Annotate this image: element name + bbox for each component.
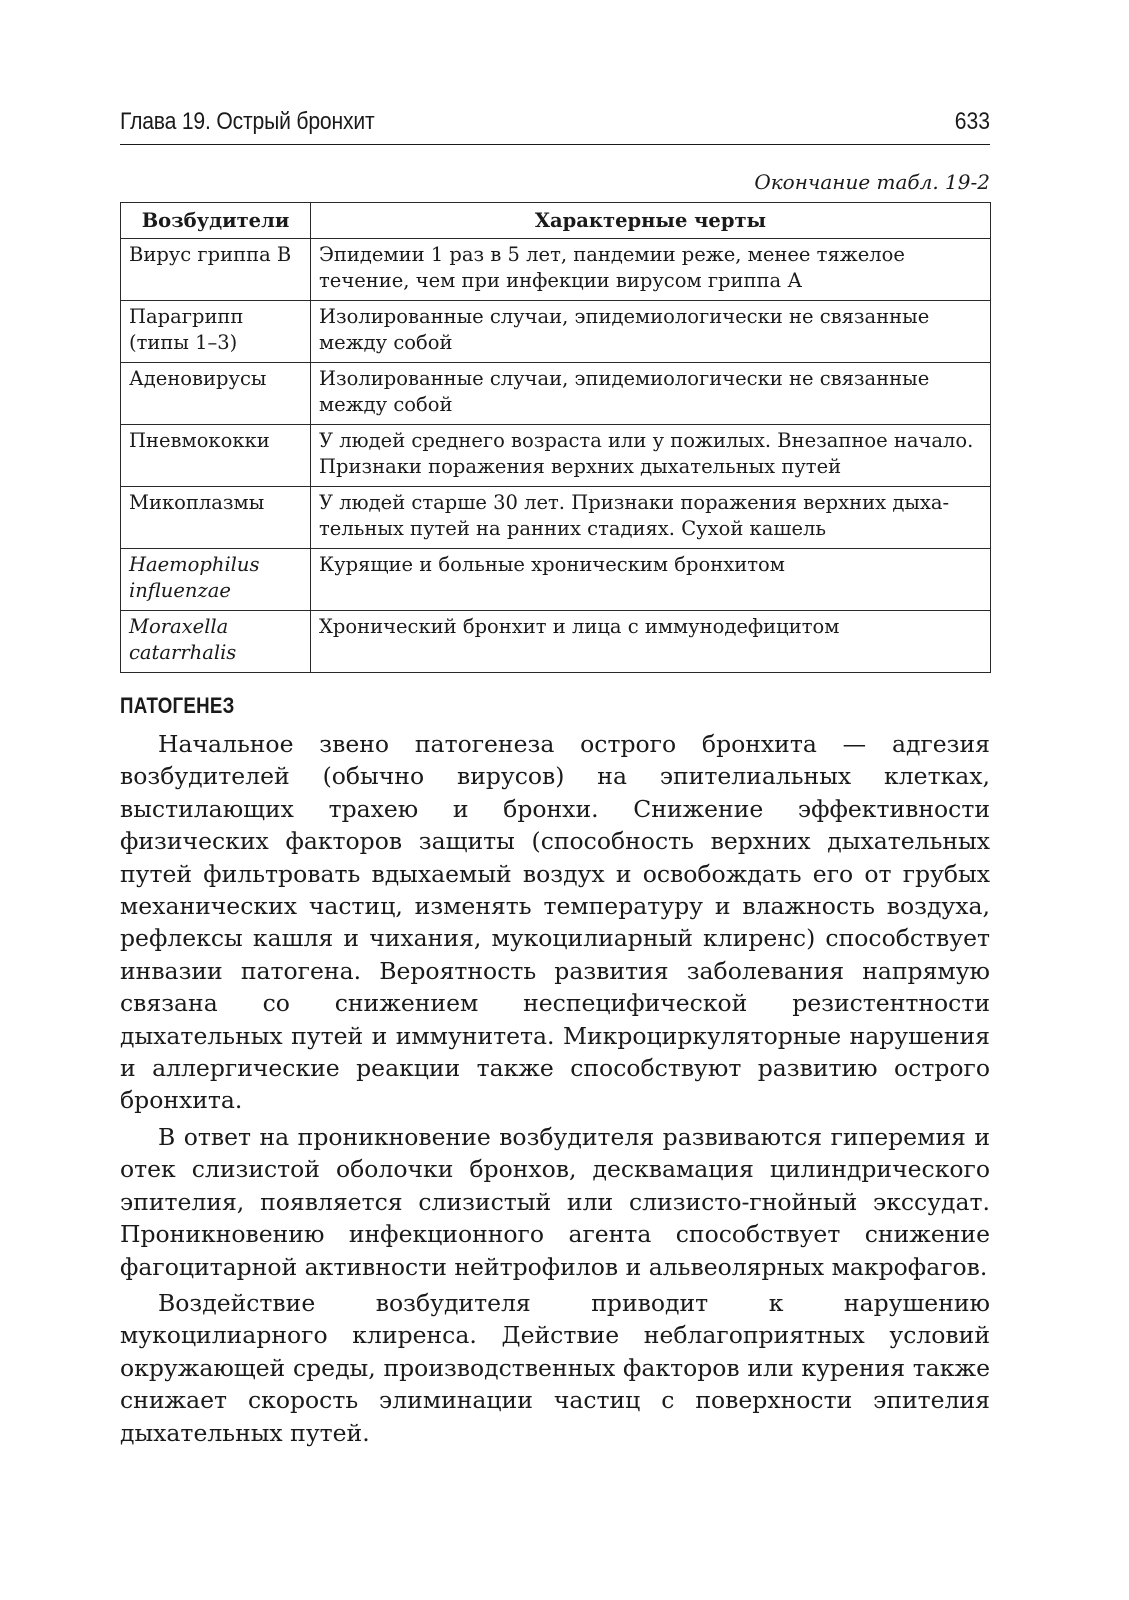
section-body	[120, 728, 990, 1453]
table-caption: Окончание табл. 19-2	[754, 170, 990, 194]
agent-cell: Пневмококки	[121, 425, 311, 487]
table-row	[121, 549, 991, 611]
running-title: Глава 19. Острый бронхит	[120, 108, 375, 135]
features-cell: Изолированные случаи, эпидемиологически не связанные между собой	[311, 301, 991, 363]
features-cell: Хронический бронхит и лица с иммунодефицитом	[311, 611, 991, 673]
features-cell: У людей среднего возраста или у пожилых. Внезапное начало. Признаки поражения верхних дыхательных путей	[311, 425, 991, 487]
table-row	[121, 363, 991, 425]
table-row	[121, 301, 991, 363]
features-cell: Изолированные случаи, эпидемиологически не связанные между собой	[311, 363, 991, 425]
table-row	[121, 425, 991, 487]
column-header-features: Характерные черты	[311, 203, 991, 239]
agent-cell: Haemophilus influenzae	[121, 549, 311, 611]
table-row	[121, 487, 991, 549]
column-header-agents: Возбудители	[121, 203, 311, 239]
features-cell: Курящие и больные хроническим бронхитом	[311, 549, 991, 611]
agent-cell: Moraxella catarrhalis	[121, 611, 311, 673]
agent-cell: Парагрипп (типы 1–3)	[121, 301, 311, 363]
features-cell: У людей старше 30 лет. Признаки поражения верхних дыхательных путей на ранних стадиях. Сухой кашель	[311, 487, 991, 549]
table-row	[121, 239, 991, 301]
section-heading: ПАТОГЕНЕЗ	[120, 693, 235, 718]
page-number: 633	[954, 108, 990, 135]
paragraph: В ответ на проникновение возбудителя развиваются гиперемия и отек слизистой оболочки бронхов, десквамация цилиндрического эпителия, появляется слизистый или слизисто-гнойный экссудат. Проникновению инфекционного агента способствует снижение фагоцитарной активности нейтрофилов и альвеолярных макрофагов.	[120, 1122, 990, 1281]
table-row	[121, 611, 991, 673]
page-header	[120, 108, 990, 145]
features-cell: Эпидемии 1 раз в 5 лет, пандемии реже, менее тяжелое течение, чем при инфекции вирусом гриппа А	[311, 239, 991, 301]
agent-cell: Микоплазмы	[121, 487, 311, 549]
agent-cell: Вирус гриппа В	[121, 239, 311, 301]
agent-cell: Аденовирусы	[121, 363, 311, 425]
paragraph: Воздействие возбудителя приводит к нарушению мукоцилиарного клиренса. Действие неблагоприятных условий окружающей среды, производственных факторов или курения также снижает скорость элиминации частиц с поверхности эпителия дыхательных путей.	[120, 1288, 990, 1447]
table-header-row	[121, 203, 991, 239]
paragraph: Начальное звено патогенеза острого бронхита — адгезия возбудителей (обычно вирусов) на эпителиальных клетках, выстилающих трахею и бронхи. Снижение эффективности физических факторов защиты (способность верхних дыхательных путей фильтровать вдыхаемый воздух и освобождать его от грубых механических частиц, изменять температуру и влажность воздуха, рефлексы кашля и чихания, мукоцилиарный клиренс) способствует инвазии патогена. Вероятность развития заболевания напрямую связана со снижением неспецифической резистентности дыхательных путей и иммунитета. Микроциркуляторные нарушения и аллергические реакции также способствуют развитию острого бронхита.	[120, 730, 990, 1115]
pathogens-table	[120, 202, 991, 673]
